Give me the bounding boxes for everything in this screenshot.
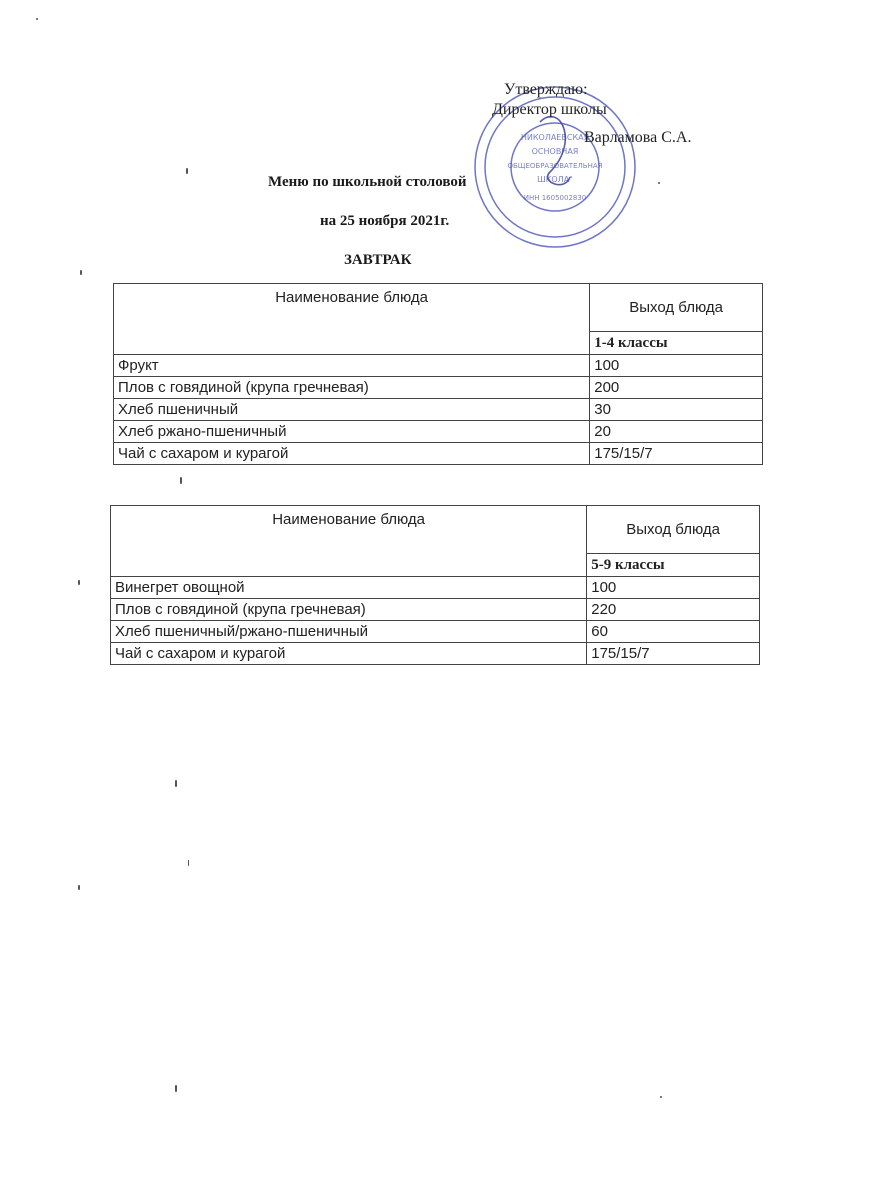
- scan-speck: [186, 168, 188, 174]
- scan-speck: [660, 1096, 662, 1098]
- table-row: [111, 599, 760, 621]
- dish-output: 200: [590, 377, 763, 399]
- dish-output: 220: [587, 599, 760, 621]
- scan-speck: [188, 860, 189, 866]
- dish-name: Плов с говядиной (крупа гречневая): [114, 377, 590, 399]
- scan-speck: [175, 780, 177, 787]
- table-row: [114, 377, 763, 399]
- dish-name: Хлеб пшеничный: [114, 399, 590, 421]
- stamp-line-3: ОБЩЕОБРАЗОВАТЕЛЬНАЯ: [507, 162, 603, 170]
- scan-speck: [80, 270, 82, 275]
- dish-output: 20: [590, 421, 763, 443]
- dish-name: Чай с сахаром и курагой: [114, 443, 590, 465]
- scan-speck: [36, 18, 38, 20]
- stamp-inn: ИНН 1605002830: [523, 194, 587, 202]
- stamp-line-1: НИКОЛАЕВСКАЯ: [520, 133, 590, 142]
- dish-output: 175/15/7: [587, 643, 760, 665]
- table-row: [114, 399, 763, 421]
- stamp-line-2: ОСНОВНАЯ: [531, 147, 579, 156]
- scan-speck: [175, 1085, 177, 1092]
- approval-line-1: Утверждаю:: [504, 81, 588, 98]
- dish-name: Хлеб ржано-пшеничный: [114, 421, 590, 443]
- dish-output: 60: [587, 621, 760, 643]
- menu-table-1: [113, 283, 763, 465]
- grade-label: 5-9 классы: [587, 554, 760, 577]
- menu-date: на 25 ноября 2021г.: [320, 213, 450, 229]
- scan-speck: [78, 580, 80, 585]
- header-dish-name: Наименование блюда: [114, 284, 590, 355]
- table-row: [111, 621, 760, 643]
- meal-heading: ЗАВТРАК: [344, 252, 412, 268]
- scan-speck: [658, 182, 660, 184]
- stamp-line-4: ШКОЛА": [537, 175, 573, 184]
- header-output: Выход блюда: [590, 284, 763, 332]
- approval-line-3: Варламова С.А.: [584, 129, 692, 146]
- page-title: Меню по школьной столовой: [268, 174, 467, 190]
- header-output: Выход блюда: [587, 506, 760, 554]
- dish-name: Чай с сахаром и курагой: [111, 643, 587, 665]
- approval-line-2: Директор школы: [492, 101, 607, 118]
- dish-name: Винегрет овощной: [111, 577, 587, 599]
- table-row: [111, 643, 760, 665]
- dish-name: Фрукт: [114, 355, 590, 377]
- table-row: [114, 355, 763, 377]
- scan-speck: [78, 885, 80, 890]
- table-row: [114, 421, 763, 443]
- dish-name: Плов с говядиной (крупа гречневая): [111, 599, 587, 621]
- dish-output: 175/15/7: [590, 443, 763, 465]
- scan-speck: [180, 477, 182, 484]
- grade-label: 1-4 классы: [590, 332, 763, 355]
- dish-name: Хлеб пшеничный/ржано-пшеничный: [111, 621, 587, 643]
- table-row: [114, 443, 763, 465]
- menu-table-2: [110, 505, 760, 665]
- dish-output: 30: [590, 399, 763, 421]
- table-row: [111, 577, 760, 599]
- dish-output: 100: [590, 355, 763, 377]
- header-dish-name: Наименование блюда: [111, 506, 587, 577]
- dish-output: 100: [587, 577, 760, 599]
